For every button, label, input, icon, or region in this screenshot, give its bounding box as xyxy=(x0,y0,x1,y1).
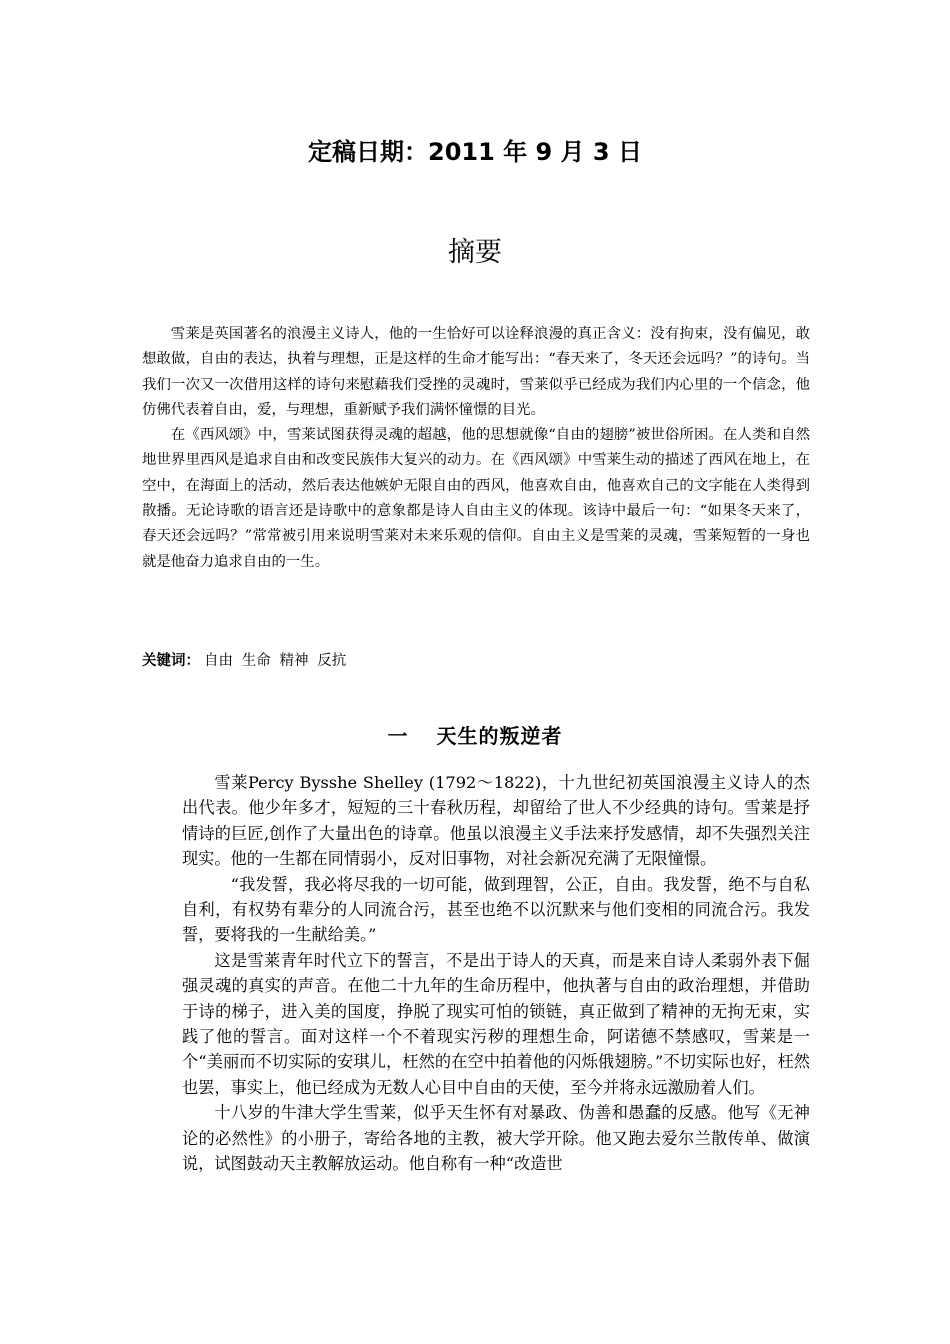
finalization-date-title: 定稿日期：2011 年 9 月 3 日 xyxy=(308,138,642,166)
abstract-paragraph: 在《西风颂》中，雪莱试图获得灵魂的超越，他的思想就像“自由的翅膀”被世俗所困。在人类和自然地世界里西风是追求自由和改变民族伟大复兴的动力。在《西风颂》中雪莱生动的描述了西风在地上，在空中，在海面上的活动，然后表达他嫉妒无限自由的西风，他喜欢自由，他喜欢自己的文字能在人类得到散播。无论诗歌的语言还是诗歌中的意象都是诗人自由主义的体现。该诗中最后一句：“如果冬天来了，春天还会远吗？”常常被引用来说明雪莱对未来乐观的信仰。自由主义是雪莱的灵魂，雪莱短暂的一身也就是他奋力追求自由的一生。 xyxy=(142,427,810,570)
body-paragraph-quote: “我发誓，我必将尽我的一切可能，做到理智，公正，自由。我发誓，绝不与自私自利，有权势有辈分的人同流合污，甚至也绝不以沉默来与他们变相的同流合污。我发誓，要将我的一生献给美。” xyxy=(182,874,810,945)
body-paragraph: 十八岁的牛津大学生雪莱，似乎天生怀有对暴政、伪善和愚蠢的反感。他写《无神论的必然性》的小册子，寄给各地的主教，被大学开除。他又跑去爱尔兰散传单、做演说，试图鼓动天主教解放运动。他自称有一种“改造世 xyxy=(182,1103,810,1174)
section-body xyxy=(182,770,810,1177)
abstract-body xyxy=(142,322,810,575)
section-title: 天生的叛逆者 xyxy=(436,724,563,748)
abstract-paragraph: 雪莱是英国著名的浪漫主义诗人，他的一生恰好可以诠释浪漫的真正含义：没有拘束，没有偏见，敢想敢做，自由的表达，执着与理想，正是这样的生命才能写出：“春天来了，冬天还会远吗？”的诗句。当我们一次又一次借用这样的诗句来慰藉我们受挫的灵魂时，雪莱似乎已经成为我们内心里的一个信念，他仿佛代表着自由，爱，与理想，重新赋予我们满怀憧憬的目光。 xyxy=(142,326,810,418)
keywords-line xyxy=(142,650,810,672)
abstract-title: 摘要 xyxy=(448,237,502,268)
section-number: 一 xyxy=(387,724,409,748)
keywords-terms: 自由 生命 精神 反抗 xyxy=(204,653,347,669)
body-paragraph: 雪莱Percy Bysshe Shelley (1792～1822)，十九世纪初英国浪漫主义诗人的杰出代表。他少年多才，短短的三十春秋历程，却留给了世人不少经典的诗句。雪莱是抒情诗的巨匠,创作了大量出色的诗章。他虽以浪漫主义手法来抒发感情，却不失强烈关注现实。他的一生都在同情弱小，反对旧事物，对社会新况充满了无限憧憬。 xyxy=(182,773,810,869)
body-paragraph: 这是雪莱青年时代立下的誓言，不是出于诗人的天真，而是来自诗人柔弱外表下倔强灵魂的真实的声音。在他二十九年的生命历程中，他执著与自由的政治理想，并借助于诗的梯子，进入美的国度，挣脱了现实可怕的锁链，真正做到了精神的无拘无束，实践了他的誓言。面对这样一个不着现实污秽的理想生命，阿诺德不禁感叹，雪莱是一个“美丽而不切实际的安琪儿，枉然的在空中拍着他的闪烁俄翅膀。”不切实际也好，枉然也罢，事实上，他已经成为无数人心目中自由的天使，至今并将永远激励着人们。 xyxy=(182,950,810,1097)
keywords-label: 关键词： xyxy=(142,653,200,669)
section-heading xyxy=(0,720,950,749)
